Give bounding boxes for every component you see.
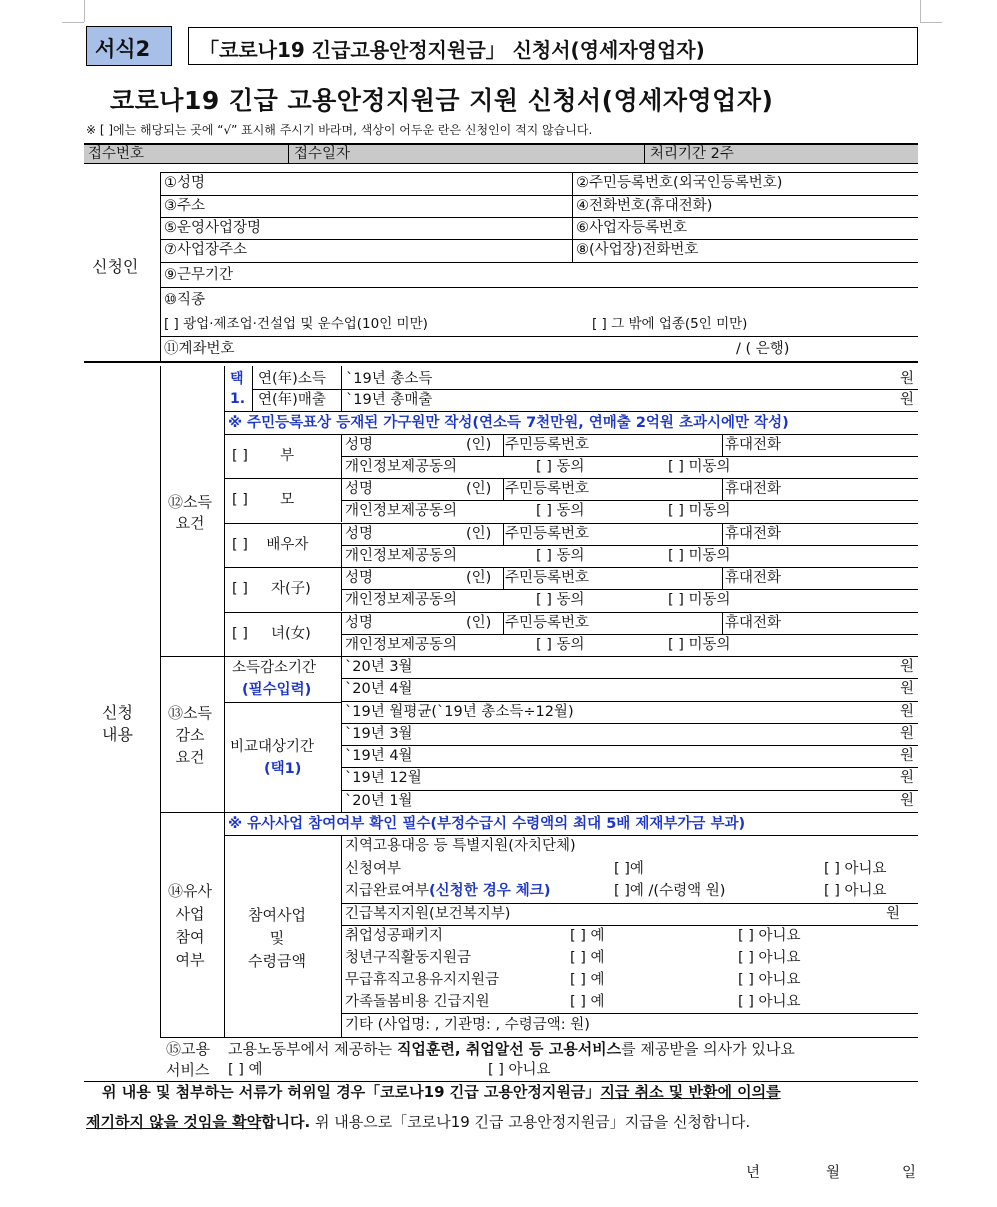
income-period-won: 원 [900, 726, 915, 742]
member-consent-agree[interactable]: [ ] 동의 [536, 459, 585, 475]
rule [252, 389, 918, 390]
member-consent-disagree[interactable]: [ ] 미동의 [668, 548, 731, 564]
member-relation-checkbox[interactable]: [ ] 부 [232, 448, 295, 464]
rule [160, 217, 918, 218]
rule [224, 612, 918, 613]
divider [503, 478, 504, 500]
rule [84, 361, 918, 363]
divider [722, 478, 723, 500]
program-yes[interactable]: [ ] 예 [570, 972, 605, 988]
divider [722, 567, 723, 589]
income-period-won: 원 [900, 681, 915, 697]
member-mobile-label: 휴대전화 [725, 526, 782, 542]
rule [341, 723, 918, 724]
employment-service-yes[interactable]: [ ] 예 [228, 1062, 263, 1078]
field-address: ③주소 [164, 198, 206, 214]
income-period-row: `20년 3월 [345, 659, 413, 675]
member-name-label: 성명 [345, 437, 374, 453]
s12-label: ⑫소득 요건 [168, 493, 212, 532]
rule [341, 678, 918, 679]
member-consent-agree[interactable]: [ ] 동의 [536, 637, 585, 653]
program-name: 가족돌봄비용 긴급지원 [345, 994, 490, 1010]
rule [160, 172, 918, 173]
member-seal-label: (인) [466, 526, 492, 542]
household-note: ※ 주민등록표상 등재된 가구원만 작성(연소득 7천만원, 연매출 2억원 초과시에만 작성) [228, 415, 789, 431]
member-seal-label: (인) [466, 481, 492, 497]
divider [341, 656, 342, 812]
pledge-line-2: 제기하지 않을 것임을 확약합니다. 위 내용으로「코로나19 긴급 고용안정지원금」지급을 신청합니다. [86, 1113, 751, 1131]
rule [341, 1013, 918, 1014]
date-day: 일 [902, 1165, 917, 1181]
payment-yes[interactable]: [ ]예 /(수령액 원) [614, 883, 726, 899]
member-mobile-label: 휴대전화 [725, 615, 782, 631]
program-name: 취업성공패키지 [345, 928, 444, 944]
divider [341, 434, 342, 478]
divider [503, 434, 504, 456]
rule [160, 195, 918, 196]
field-business-phone: ⑧(사업장)전화번호 [576, 242, 699, 258]
field-account-number: ⑪계좌번호 [164, 341, 235, 357]
member-relation-checkbox[interactable]: [ ] 배우자 [232, 537, 309, 553]
income-period-won: 원 [900, 793, 915, 809]
rule [84, 1081, 918, 1082]
member-consent-label: 개인정보제공동의 [345, 459, 458, 475]
income-period-won: 원 [900, 704, 915, 720]
income-period-row: `20년 1월 [345, 793, 413, 809]
member-mobile-label: 휴대전화 [725, 570, 782, 586]
field-business-reg-number: ⑥사업자등록번호 [576, 220, 688, 236]
annual-sales-label: 연(年)매출 [258, 392, 326, 408]
reduction-period-label: 소득감소기간 [232, 660, 317, 676]
rule [224, 434, 918, 435]
field-occupation: ⑩직종 [164, 292, 206, 308]
program-amount-label: 참여사업 및 수령금액 [248, 906, 306, 970]
applicant-section-label: 신청인 [92, 257, 139, 276]
member-consent-label: 개인정보제공동의 [345, 592, 458, 608]
program-yes[interactable]: [ ] 예 [570, 994, 605, 1010]
rule [341, 589, 918, 590]
member-consent-disagree[interactable]: [ ] 미동의 [668, 637, 731, 653]
income-period-won: 원 [900, 748, 915, 764]
comparison-select-note: (택1) [264, 761, 302, 777]
member-name-label: 성명 [345, 481, 374, 497]
rule [224, 411, 918, 412]
payment-status-note: (신청한 경우 체크) [429, 883, 551, 899]
divider [341, 835, 342, 1037]
rule [341, 745, 918, 746]
corner-guide [920, 0, 921, 22]
field-work-period: ⑨근무기간 [164, 267, 234, 283]
comparison-period-label: 비교대상기간 [230, 739, 315, 755]
field-name: ①성명 [164, 175, 206, 191]
member-rrn-label: 주민등록번호 [505, 526, 590, 542]
corner-guide [920, 22, 942, 23]
rule [224, 523, 918, 524]
member-consent-agree[interactable]: [ ] 동의 [536, 548, 585, 564]
annual-income-label: 연(年)소득 [258, 371, 326, 387]
program-no[interactable]: [ ] 아니요 [738, 994, 801, 1010]
rule [224, 567, 918, 568]
member-seal-label: (인) [466, 615, 492, 631]
similar-program-note: ※ 유사사업 참여여부 확인 필수(부정수급시 수령액의 최대 5배 제재부가금 부과) [228, 816, 746, 832]
divider [722, 612, 723, 634]
income-period-row: `19년 3월 [345, 726, 413, 742]
receipt-row [84, 143, 918, 164]
member-consent-label: 개인정보제공동의 [345, 637, 458, 653]
program-no[interactable]: [ ] 아니요 [738, 928, 801, 944]
application-status-label: 신청여부 [345, 861, 402, 877]
regional-support-label: 지역고용대응 등 특별지원(자치단체) [345, 838, 576, 854]
member-relation-checkbox[interactable]: [ ] 녀(女) [232, 626, 311, 642]
member-seal-label: (인) [466, 570, 492, 586]
member-name-label: 성명 [345, 570, 374, 586]
corner-guide [62, 22, 84, 23]
member-mobile-label: 휴대전화 [725, 437, 782, 453]
emergency-welfare-label: 긴급복지지원(보건복지부) [345, 906, 511, 922]
content-section-label: 신청 내용 [102, 703, 133, 744]
member-relation-checkbox[interactable]: [ ] 자(子) [232, 581, 311, 597]
member-consent-agree[interactable]: [ ] 동의 [536, 592, 585, 608]
field-resident-number: ②주민등록번호(외국인등록번호) [576, 175, 783, 191]
application-yes[interactable]: [ ]예 [614, 861, 644, 877]
annual-sales-value: `19년 총매출 [346, 392, 433, 408]
divider [160, 366, 161, 1037]
rule [341, 701, 918, 702]
program-no[interactable]: [ ] 아니요 [738, 950, 801, 966]
divider [572, 172, 573, 262]
divider [160, 172, 161, 362]
rule [160, 656, 918, 657]
corner-guide [84, 0, 85, 22]
processing-period-label: 처리기간 2주 [650, 146, 734, 162]
divider [722, 434, 723, 456]
rule [341, 790, 918, 791]
payment-no[interactable]: [ ] 아니요 [824, 883, 887, 899]
main-title: 코로나19 긴급 고용안정지원금 지원 신청서(영세자영업자) [110, 86, 774, 115]
occupation-option-mining[interactable]: [ ] 광업·제조업·건설업 및 운수업(10인 미만) [164, 316, 428, 332]
rule [341, 767, 918, 768]
application-no[interactable]: [ ] 아니요 [824, 861, 887, 877]
income-period-row: `20년 4월 [345, 681, 413, 697]
field-business-address: ⑦사업장주소 [164, 242, 248, 258]
rule [160, 239, 918, 240]
field-business-name: ⑤운영사업장명 [164, 220, 262, 236]
income-period-won: 원 [900, 659, 915, 675]
divider [503, 523, 504, 545]
divider [341, 523, 342, 567]
annual-income-value: `19년 총소득 [346, 371, 433, 387]
rule [341, 634, 918, 635]
member-name-label: 성명 [345, 615, 374, 631]
divider [644, 143, 645, 164]
divider [503, 612, 504, 634]
income-period-won: 원 [900, 770, 915, 786]
divider [722, 523, 723, 545]
rule [160, 1037, 918, 1038]
member-consent-disagree[interactable]: [ ] 미동의 [668, 592, 731, 608]
program-yes[interactable]: [ ] 예 [570, 928, 605, 944]
rule [160, 812, 918, 813]
member-mobile-label: 휴대전화 [725, 481, 782, 497]
program-no[interactable]: [ ] 아니요 [738, 972, 801, 988]
member-seal-label: (인) [466, 437, 492, 453]
field-phone: ④전화번호(휴대전화) [576, 198, 713, 214]
member-name-label: 성명 [345, 526, 374, 542]
member-consent-disagree[interactable]: [ ] 미동의 [668, 503, 731, 519]
member-rrn-label: 주민등록번호 [505, 615, 590, 631]
member-consent-label: 개인정보제공동의 [345, 503, 458, 519]
member-consent-disagree[interactable]: [ ] 미동의 [668, 459, 731, 475]
date-month: 월 [826, 1165, 841, 1181]
member-rrn-label: 주민등록번호 [505, 481, 590, 497]
rule [224, 702, 341, 703]
program-yes[interactable]: [ ] 예 [570, 950, 605, 966]
divider [503, 567, 504, 589]
rule [160, 336, 918, 337]
annual-sales-won: 원 [900, 392, 915, 408]
s13-label: ⑬소득 감소 요건 [168, 704, 212, 766]
divider [341, 478, 342, 522]
member-rrn-label: 주민등록번호 [505, 570, 590, 586]
employment-service-no[interactable]: [ ] 아니요 [488, 1062, 551, 1078]
payment-status-label: 지급완료여부(신청한 경우 체크) [345, 883, 551, 899]
form-badge: 서식2 [86, 26, 172, 66]
income-period-row: `19년 12월 [345, 770, 422, 786]
occupation-option-other[interactable]: [ ] 그 밖에 업종(5인 미만) [592, 316, 748, 332]
s15-label: ⑮고용 서비스 [166, 1040, 210, 1079]
annual-income-won: 원 [900, 371, 915, 387]
date-year: 년 [746, 1165, 761, 1181]
rule [224, 478, 918, 479]
form-title-box: 「코로나19 긴급고용안정지원금」 신청서(영세자영업자) [188, 27, 918, 65]
divider [341, 567, 342, 611]
s14-label: ⑭유사 사업 참여 여부 [168, 882, 212, 969]
notice-text: ※ [ ]에는 해당되는 곳에 “√” 표시해 주시기 바라며, 색상이 어두운 란은 신청인이 적지 않습니다. [86, 123, 593, 137]
rule [341, 456, 918, 457]
pledge-line-1: 위 내용 및 첨부하는 서류가 허위일 경우「코로나19 긴급 고용안정지원금」지급 취소 및 반환에 이의를 [102, 1083, 781, 1101]
select-one-marker: 택 1. [230, 371, 246, 407]
member-relation-checkbox[interactable]: [ ] 모 [232, 492, 295, 508]
member-consent-label: 개인정보제공동의 [345, 548, 458, 564]
rule [341, 500, 918, 501]
income-period-row: `19년 4월 [345, 748, 413, 764]
required-input-note: (필수입력) [242, 682, 312, 698]
program-name: 청년구직활동지원금 [345, 950, 472, 966]
rule [341, 903, 918, 904]
other-program-row: 기타 (사업명: , 기관명: , 수령금액: 원) [345, 1017, 590, 1033]
rule [341, 925, 918, 926]
employment-service-question: 고용노동부에서 제공하는 직업훈련, 취업알선 등 고용서비스를 제공받을 의사가 있나요 [228, 1040, 795, 1058]
divider [288, 143, 289, 164]
program-name: 무급휴직고용유지지원금 [345, 972, 500, 988]
account-bank-suffix: / ( 은행) [736, 341, 790, 357]
divider [341, 612, 342, 656]
income-period-row: `19년 월평균(`19년 총소득÷12월) [345, 704, 574, 720]
rule [160, 287, 918, 288]
member-consent-agree[interactable]: [ ] 동의 [536, 503, 585, 519]
rule [224, 835, 918, 836]
member-rrn-label: 주민등록번호 [505, 437, 590, 453]
rule [341, 545, 918, 546]
receipt-date-label: 접수일자 [294, 146, 351, 162]
receipt-number-label: 접수번호 [88, 146, 145, 162]
emergency-welfare-won: 원 [886, 906, 901, 922]
rule [160, 262, 918, 263]
